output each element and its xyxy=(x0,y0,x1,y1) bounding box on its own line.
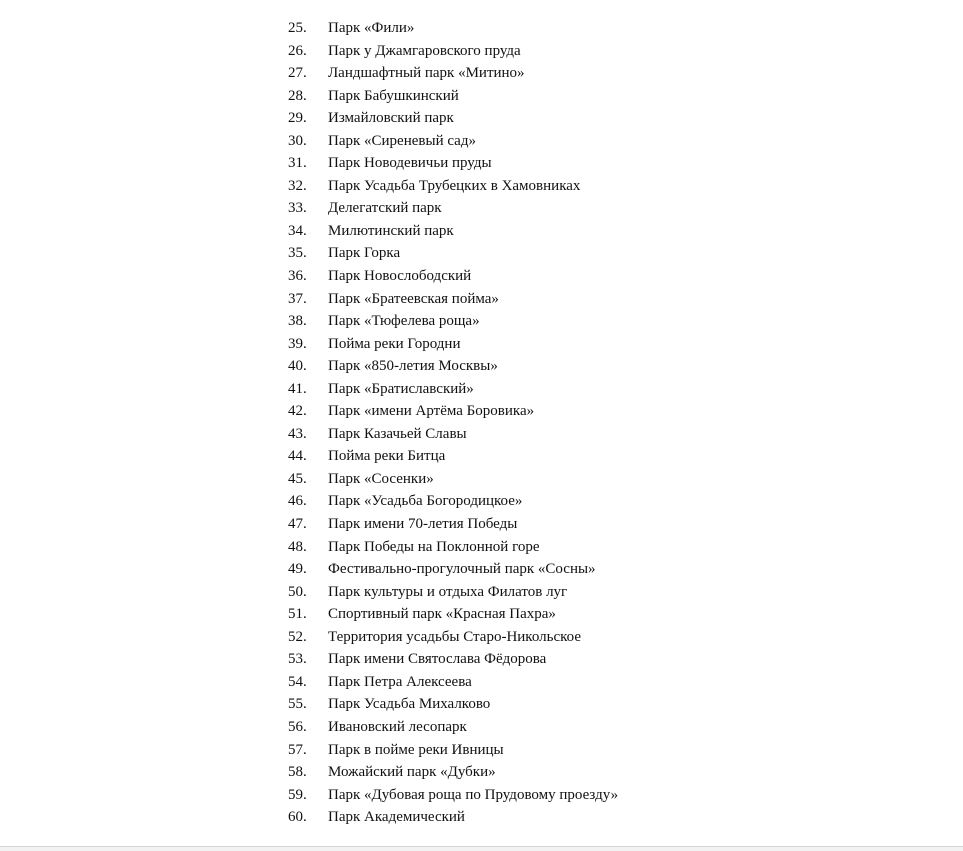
item-number: 39. xyxy=(288,335,307,352)
item-text: Парк Новодевичьи пруды xyxy=(328,155,492,172)
item-number: 46. xyxy=(288,493,307,510)
item-text: Измайловский парк xyxy=(328,110,454,127)
item-number: 53. xyxy=(288,651,307,668)
list-item xyxy=(288,175,618,198)
item-number: 34. xyxy=(288,222,307,239)
list-item xyxy=(288,806,618,829)
item-number: 29. xyxy=(288,110,307,127)
list-item xyxy=(288,626,618,649)
list-item xyxy=(288,310,618,333)
item-number: 27. xyxy=(288,65,307,82)
list-item xyxy=(288,716,618,739)
item-text: Парк «Сиреневый сад» xyxy=(328,132,476,149)
list-item xyxy=(288,288,618,311)
list-item xyxy=(288,85,618,108)
item-text: Парк «Тюфелева роща» xyxy=(328,313,480,330)
item-text: Ивановский лесопарк xyxy=(328,718,467,735)
list-item xyxy=(288,242,618,265)
list-item xyxy=(288,468,618,491)
item-number: 32. xyxy=(288,177,307,194)
list-item xyxy=(288,40,618,63)
item-number: 45. xyxy=(288,470,307,487)
item-number: 28. xyxy=(288,87,307,104)
item-text: Парк «Усадьба Богородицкое» xyxy=(328,493,523,510)
item-text: Делегатский парк xyxy=(328,200,442,217)
item-text: Парк «Братиславский» xyxy=(328,380,474,397)
item-number: 59. xyxy=(288,786,307,803)
list-item xyxy=(288,130,618,153)
item-number: 51. xyxy=(288,606,307,623)
item-number: 26. xyxy=(288,42,307,59)
item-number: 36. xyxy=(288,268,307,285)
list-item xyxy=(288,536,618,559)
item-text: Парк «имени Артёма Боровика» xyxy=(328,403,535,420)
item-text: Парк Усадьба Михалково xyxy=(328,696,491,713)
item-text: Парк «850-летия Москвы» xyxy=(328,358,498,375)
item-text: Парк «Дубовая роща по Прудовому проезду» xyxy=(328,786,619,803)
list-item xyxy=(288,62,618,85)
item-text: Парк Победы на Поклонной горе xyxy=(328,538,540,555)
item-text: Парк имени 70-летия Победы xyxy=(328,516,518,533)
item-text: Ландшафтный парк «Митино» xyxy=(328,65,525,82)
list-item xyxy=(288,693,618,716)
item-text: Пойма реки Городни xyxy=(328,335,461,352)
list-item xyxy=(288,761,618,784)
item-number: 60. xyxy=(288,809,307,826)
list-item xyxy=(288,513,618,536)
item-text: Спортивный парк «Красная Пахра» xyxy=(328,606,556,623)
park-list xyxy=(288,17,618,829)
item-number: 35. xyxy=(288,245,307,262)
item-number: 48. xyxy=(288,538,307,555)
list-item xyxy=(288,423,618,446)
item-text: Пойма реки Битца xyxy=(328,448,446,465)
item-text: Фестивально-прогулочный парк «Сосны» xyxy=(328,561,596,578)
list-item xyxy=(288,784,618,807)
item-number: 56. xyxy=(288,718,307,735)
item-number: 42. xyxy=(288,403,307,420)
item-text: Парк Академический xyxy=(328,809,465,826)
item-number: 38. xyxy=(288,313,307,330)
item-number: 31. xyxy=(288,155,307,172)
item-number: 54. xyxy=(288,673,307,690)
list-item xyxy=(288,445,618,468)
item-number: 52. xyxy=(288,628,307,645)
item-number: 33. xyxy=(288,200,307,217)
item-text: Парк Горка xyxy=(328,245,401,262)
item-number: 44. xyxy=(288,448,307,465)
list-item xyxy=(288,400,618,423)
item-text: Парк в пойме реки Ивницы xyxy=(328,741,504,758)
item-number: 25. xyxy=(288,20,307,36)
item-number: 57. xyxy=(288,741,307,758)
item-number: 50. xyxy=(288,583,307,600)
item-text: Парк Усадьба Трубецких в Хамовниках xyxy=(328,177,581,194)
item-text: Парк Петра Алексеева xyxy=(328,673,472,690)
item-text: Парк Новослободский xyxy=(328,268,472,285)
item-text: Милютинский парк xyxy=(328,222,454,239)
item-number: 41. xyxy=(288,380,307,397)
list-item xyxy=(288,671,618,694)
list-item xyxy=(288,107,618,130)
list-item xyxy=(288,197,618,220)
list-item xyxy=(288,378,618,401)
list-item xyxy=(288,17,618,40)
item-text: Парк культуры и отдыха Филатов луг xyxy=(328,583,568,600)
list-item xyxy=(288,558,618,581)
list-item xyxy=(288,648,618,671)
page-gap xyxy=(0,847,963,851)
list-item xyxy=(288,355,618,378)
item-text: Можайский парк «Дубки» xyxy=(328,764,496,781)
list-item xyxy=(288,152,618,175)
list-item xyxy=(288,581,618,604)
item-number: 49. xyxy=(288,561,307,578)
item-text: Парк Казачьей Славы xyxy=(328,425,467,442)
item-number: 43. xyxy=(288,425,307,442)
item-number: 55. xyxy=(288,696,307,713)
list-item xyxy=(288,220,618,243)
item-text: Парк «Сосенки» xyxy=(328,470,434,487)
item-text: Территория усадьбы Старо-Никольское xyxy=(328,628,581,645)
item-number: 30. xyxy=(288,132,307,149)
item-number: 40. xyxy=(288,358,307,375)
item-text: Парк «Братеевская пойма» xyxy=(328,290,499,307)
list-item xyxy=(288,265,618,288)
item-text: Парк «Фили» xyxy=(328,20,415,36)
list-item xyxy=(288,739,618,762)
item-text: Парк имени Святослава Фёдорова xyxy=(328,651,547,668)
item-number: 37. xyxy=(288,290,307,307)
list-item xyxy=(288,490,618,513)
item-text: Парк Бабушкинский xyxy=(328,87,459,104)
list-item xyxy=(288,603,618,626)
list-item xyxy=(288,333,618,356)
item-number: 58. xyxy=(288,764,307,781)
item-number: 47. xyxy=(288,516,307,533)
item-text: Парк у Джамгаровского пруда xyxy=(328,42,521,59)
